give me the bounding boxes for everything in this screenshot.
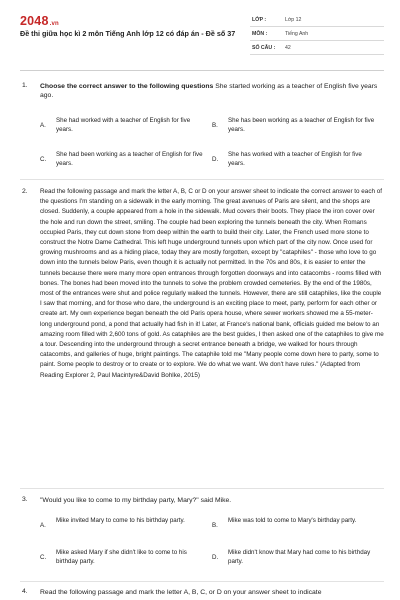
logo-suffix: .vn <box>49 21 59 27</box>
info-value: 42 <box>285 45 291 51</box>
question-number: 3. <box>22 496 28 503</box>
reading-passage: Read the following passage and mark the letter A, B, C or D on your answer sheet to indicate the correct answer to each of the questions I'm standing on a sidewalk in the early morning. The great avenues of Paris are silent, and the shops are closed. Suddenly, a couple appeared from a hole in the sidewalk. Mud covers their boots. They place the iron cover over the hole and run down the street, smiling. The couple had been exploring the tunnels beneath the city. When Romans occupied Paris, they cut down stone from deep within the earth to build their city. Later, the French used more stone to construct the Notre Dame Cathedral. This left huge underground tunnels upon which part of the city now. Once used for growing mushrooms and as a hiding place, today they are mostly forgotten, except by "cataphiles" - those who love to go down into the tunnels below Paris, even though it is actually not permitted. In the 70s and 80s, it is easier to enter the tunnels because there were many more open entrances through forgotten doorways and into catacombs - rooms filled with bones. The bones had been moved into the tunnels to solve the problem crowded cemeteries. By the end of the 1980s, most of the entrances were shut and police regularly walked the tunnels. However, there are still cataphiles, like the couple I saw that morning, and for those who dare, the underground is an exciting place to meet, party, perform for each other or create art. My own experience began beneath the old Paris opera house, where sewer workers showed me a 55-meter-long underground pond, a pond that actually had fish in it! Later, at France's national bank, officials guided me below to an amazing room filled with 2,600 tons of gold. As cataphiles are the best guides, I then asked one of the cataphiles to give me a tour. Descending into the underground through a secret entrance beneath a bridge, we walked for hours through catacombs, and galleries of huge, bright paintings. The cataphile told me "Many people come down here to party, some to paint. Some people to destroy or to create or to explore. We do what we want. We don't have rules." (Adapted from Reading Explorer 2, Paul Macintyre&David Bohlke, 2015) <box>40 188 384 379</box>
option-letter: D. <box>212 155 219 163</box>
option-letter: C. <box>40 553 47 561</box>
question-number: 4. <box>22 588 28 595</box>
info-label: SỐ CÂU : <box>252 45 276 51</box>
option-text: Mike invited Mary to come to his birthday party. <box>56 517 185 524</box>
page-header <box>0 0 400 62</box>
option-text: She had worked with a teacher of English for five years. <box>56 117 191 133</box>
info-label: MÔN : <box>252 31 268 37</box>
logo-text: 2048 <box>20 14 49 28</box>
question-divider <box>20 179 384 180</box>
option-letter: D. <box>212 553 219 561</box>
option-text: She had been working as a teacher of English for five years. <box>56 151 203 167</box>
option-text: Mike asked Mary if she didn't like to come to his birthday party. <box>56 549 187 565</box>
question-number: 1. <box>22 82 28 89</box>
option-letter: A. <box>40 521 46 529</box>
info-row-count <box>250 41 384 55</box>
question-number: 2. <box>22 188 28 195</box>
page-title: Đề thi giữa học kì 2 môn Tiếng Anh lớp 12 có đáp án - Đề số 37 <box>20 29 236 38</box>
question-divider <box>20 488 384 489</box>
info-row-class <box>250 13 384 27</box>
option-letter: A. <box>40 121 46 129</box>
question-divider <box>20 581 384 582</box>
option-letter: C. <box>40 155 47 163</box>
option-text: She has worked with a teacher of English for five years. <box>228 151 362 167</box>
info-value: Tiếng Anh <box>285 31 309 37</box>
info-row-subject <box>250 27 384 41</box>
exam-info-table <box>250 13 384 55</box>
question-instruction: Choose the correct answer to the following questions <box>40 83 214 90</box>
option-text: She has been working as a teacher of English for five years. <box>228 117 375 133</box>
question-text: She started working as a teacher of English five years ago. <box>40 83 378 100</box>
header-divider <box>20 70 384 71</box>
question-stem: "Would you like to come to my birthday party, Mary?" said Mike. <box>40 497 232 504</box>
question-stem <box>40 82 384 101</box>
option-text: Mike didn't know that Mary had come to his birthday party. <box>228 549 371 565</box>
question-stem: Read the following passage and mark the letter A, B, C, or D on your answer sheet to indicate <box>40 589 322 596</box>
option-letter: B. <box>212 521 218 529</box>
option-text: Mike was told to come to Mary's birthday party. <box>228 517 357 524</box>
info-label: LỚP : <box>252 17 267 23</box>
info-value: Lớp 12 <box>285 17 302 23</box>
site-logo[interactable] <box>20 14 59 28</box>
option-letter: B. <box>212 121 218 129</box>
